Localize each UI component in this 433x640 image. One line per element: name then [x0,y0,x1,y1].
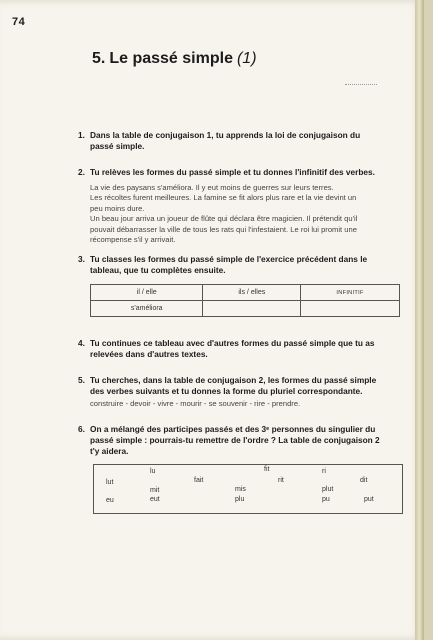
word: mit [150,487,160,494]
table-header: ils / elles [203,285,301,301]
text-line: La vie des paysans s'améliora. Il y eut moins de guerres sur leurs terres. [90,183,334,192]
page-number: 74 [12,16,26,28]
table-header: INFINITIF [301,285,400,301]
instruction-line: On a mélangé des participes passés et des 3ᵉ personnes du singulier du [90,424,376,434]
exercise-2-text [78,183,403,245]
instruction-line: tableau, que tu complètes ensuite. [90,265,226,275]
table-row [91,301,400,317]
instruction-line: Tu relèves les formes du passé simple et tu donnes l'infinitif des verbes. [90,167,375,177]
instruction-line: Tu cherches, dans la table de conjugaison 2, les formes du passé simple [90,375,377,385]
word: lut [106,479,114,486]
instruction-line: t'y aidera. [90,446,129,456]
instruction-line: passé simple : pourrais-tu remettre de l'ordre ? La table de conjugaison 2 [90,435,380,445]
word: mis [235,486,246,493]
instruction-line: relevées dans d'autres textes. [90,349,208,359]
exercise-number: 1. [78,130,85,140]
exercise-3-instruction [78,254,403,276]
table-cell: s'améliora [91,301,203,317]
exercise-6 [78,424,403,457]
title-text: Le passé simple [109,50,233,67]
word: lu [150,468,156,475]
word: plut [322,486,334,493]
pencil-mark [345,84,377,89]
word-box [93,464,403,514]
exercise-2 [78,167,403,245]
word: plu [235,496,245,503]
word: eu [106,497,114,504]
instruction-line: des verbes suivants et tu donnes la forme du pluriel correspondante. [90,386,363,396]
page-title [92,50,257,68]
exercise-number: 5. [78,375,85,385]
word: fit [264,466,270,473]
word: fait [194,477,204,484]
text-line: pouvait débarrasser la ville de tous les rats qui l'infestaient. Le roi lui promit une [90,224,357,234]
table-header-row [91,285,400,301]
exercise-1-instruction [78,130,403,152]
text-line: Un beau jour arriva un joueur de flûte qui déclara être magicien. Il prétendit qu'il [90,214,358,224]
table-cell [301,301,400,317]
title-number: 5. [92,50,106,67]
conjugation-table [90,284,400,317]
instruction-line: Tu classes les formes du passé simple de l'exercice précédent dans le [90,254,368,264]
page-edge [415,0,424,640]
exercise-4-instruction [78,338,403,360]
word: eut [150,496,160,503]
instruction-line: Dans la table de conjugaison 1, tu apprends la loi de conjugaison du [90,130,361,140]
text-line: peu moins dure. [90,203,145,213]
exercise-5-instruction [78,375,403,397]
verb-list: construire - devoir - vivre - mourir - se souvenir - rire - prendre. [90,399,301,408]
exercise-2-instruction [78,167,403,178]
exercise-number: 4. [78,338,85,348]
title-suffix: (1) [236,50,257,67]
instruction-line: Tu continues ce tableau avec d'autres formes du passé simple que tu as [90,338,375,348]
exercise-5-text [78,399,403,409]
exercise-number: 2. [78,167,85,177]
text-line: récompense s'il y arrivait. [90,235,176,245]
exercise-4 [78,338,403,360]
word: dit [360,477,368,484]
exercise-5 [78,375,403,409]
exercise-3 [78,254,403,276]
instruction-line: passé simple. [90,141,145,151]
word: put [364,496,374,503]
exercise-1 [78,130,403,152]
word: ri [322,468,326,475]
exercise-number: 3. [78,254,85,264]
word: rit [278,477,284,484]
exercise-6-instruction [78,424,403,457]
table-cell [203,301,301,317]
exercise-number: 6. [78,424,85,434]
text-line: Les récoltes furent meilleures. La famine se fit alors plus rare et la vie devint un [90,193,357,203]
table-header: il / elle [91,285,203,301]
word: pu [322,496,330,503]
